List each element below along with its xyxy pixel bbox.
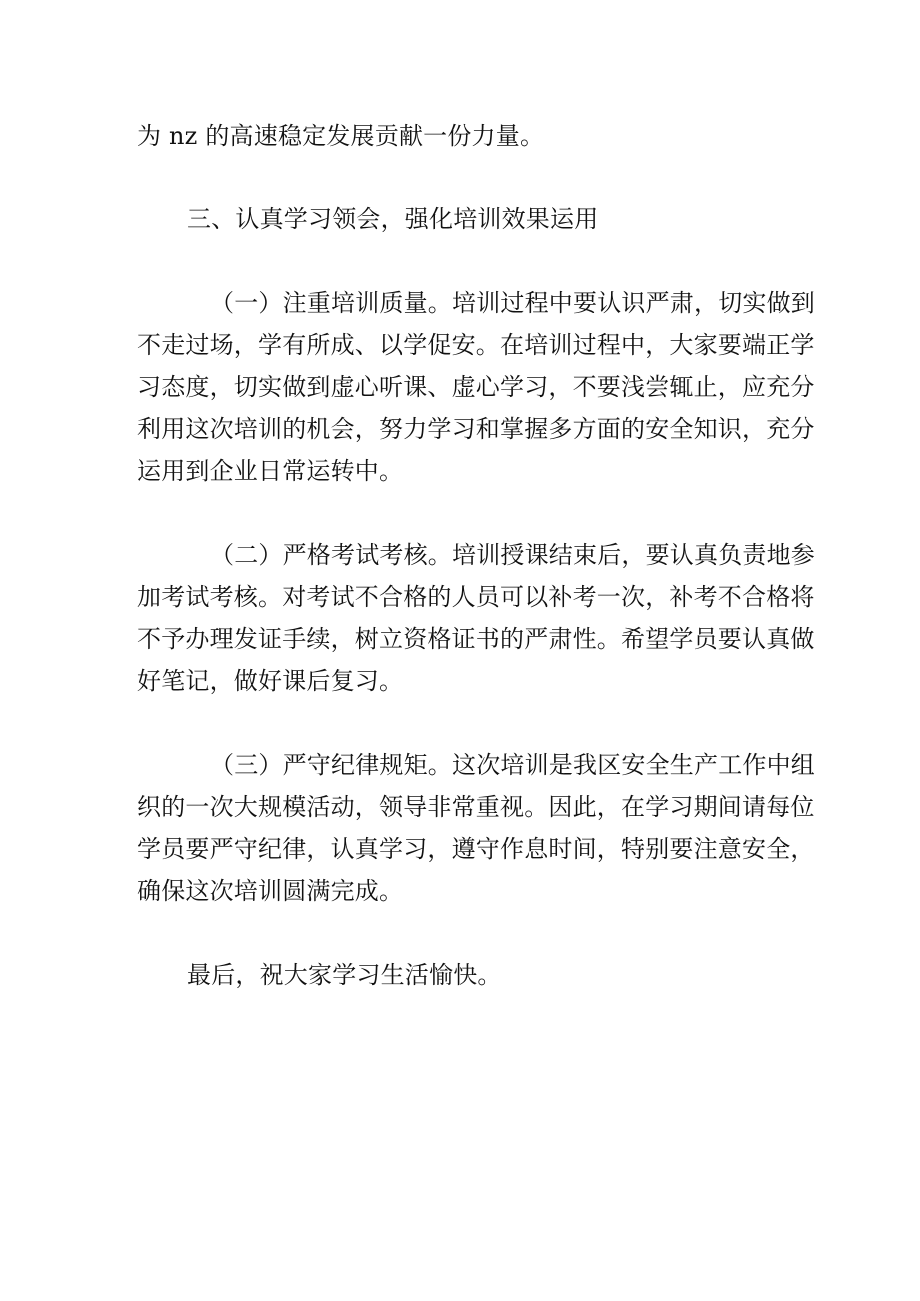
section-heading: 三、认真学习领会，强化培训效果运用 — [187, 205, 599, 233]
paragraph-line: 不走过场，学有所成、以学促安。在培训过程中，大家要端正学 — [137, 331, 815, 359]
paragraph-line: 确保这次培训圆满完成。 — [137, 877, 404, 905]
paragraph-line: （二）严格考试考核。培训授课结束后，要认真负责地参 — [210, 541, 815, 569]
paragraph-line: 学员要严守纪律，认真学习，遵守作息时间，特别要注意安全， — [137, 835, 815, 863]
paragraph-line: （一）注重培训质量。培训过程中要认识严肃，切实做到 — [210, 289, 815, 317]
paragraph-line: 织的一次大规模活动，领导非常重视。因此，在学习期间请每位 — [137, 793, 815, 821]
paragraph-line: 为 nz 的高速稳定发展贡献一份力量。 — [137, 122, 545, 150]
paragraph-line: 运用到企业日常运转中。 — [137, 457, 404, 485]
paragraph-line: 不予办理发证手续，树立资格证书的严肃性。希望学员要认真做 — [137, 625, 815, 653]
paragraph-line: 好笔记，做好课后复习。 — [137, 667, 404, 695]
paragraph-line: （三）严守纪律规矩。这次培训是我区安全生产工作中组 — [210, 751, 815, 779]
paragraph-line: 习态度，切实做到虚心听课、虚心学习，不要浅尝辄止，应充分 — [137, 373, 815, 401]
closing-line: 最后，祝大家学习生活愉快。 — [187, 961, 502, 989]
paragraph-line: 利用这次培训的机会，努力学习和掌握多方面的安全知识，充分 — [137, 415, 815, 443]
paragraph-line: 加考试考核。对考试不合格的人员可以补考一次，补考不合格将 — [137, 583, 815, 611]
